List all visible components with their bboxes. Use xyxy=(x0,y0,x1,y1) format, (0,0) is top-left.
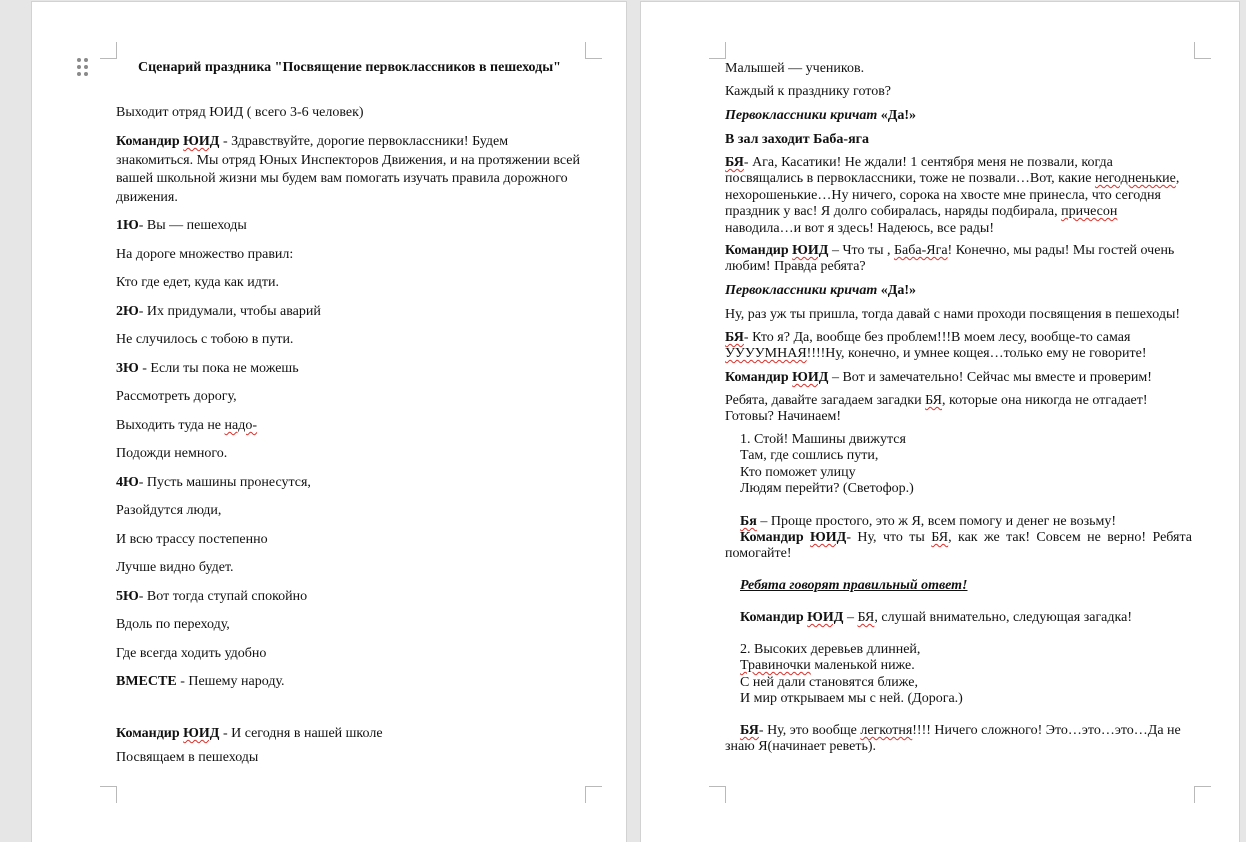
riddle-2-line: С ней дали становятся ближе, xyxy=(740,675,918,690)
verse-line: Выходить туда не надо- xyxy=(116,418,258,433)
stage-direction-enter: В зал заходит Баба-яга xyxy=(725,132,870,147)
riddle-1-line: 1. Стой! Машины движутся xyxy=(740,432,906,447)
document-page-2[interactable] xyxy=(641,2,1239,842)
verse-3yu: 3Ю - Если ты пока не можешь xyxy=(116,361,299,376)
paragraph-line: знакомиться. Мы отряд Юных Инспекторов Движения, и на протяжении всей xyxy=(116,153,581,168)
riddle-2-line: И мир открываем мы с ней. (Дорога.) xyxy=(740,691,963,706)
riddle-2-line: 2. Высоких деревьев длинней, xyxy=(740,642,921,657)
verse-line: Подожди немного. xyxy=(116,446,228,461)
paragraph-line: наводила…и вот я здесь! Надеюсь, все рады! xyxy=(725,221,994,236)
paragraph-line: вашей школьной жизни мы будем вам помогать изучать правила дорожного xyxy=(116,171,568,186)
paragraph-baba-yaga-1: БЯ- Ага, Касатики! Не ждали! 1 сентября меня не позвали, когда xyxy=(725,155,1113,170)
riddle-1-line: Кто поможет улицу xyxy=(740,465,856,480)
paragraph-line: нехорошенькие…Ну ничего, сорока на хвосте мне принесла, что сегодня xyxy=(725,188,1161,203)
paragraph-commander-greeting: Командир ЮИД - Здравствуйте, дорогие первоклассники! Будем xyxy=(116,134,509,149)
document-title: Сценарий праздника "Посвящение первоклассников в пешеходы" xyxy=(138,60,561,75)
paragraph-commander-school: Командир ЮИД - И сегодня в нашей школе xyxy=(116,726,383,741)
riddle-1-line: Там, где сошлись пути, xyxy=(740,448,879,463)
crop-mark-bottom-left xyxy=(709,786,726,803)
paragraph-line: движения. xyxy=(116,190,178,205)
verse-line: Не случилось с тобою в пути. xyxy=(116,332,294,347)
paragraph-line: Готовы? Начинаем! xyxy=(725,409,842,424)
paragraph-commander-wrong: Командир ЮИД- Ну, что ты БЯ, как же так! Совсем не верно! Ребята xyxy=(740,530,1193,545)
paragraph-baba-yaga-3: Бя – Проще простого, это ж Я, всем помогу и денег не возьму! xyxy=(740,514,1117,529)
verse-together: ВМЕСТЕ - Пешему народу. xyxy=(116,674,285,689)
paragraph-commander-reply: Командир ЮИД – Что ты , Баба-Яга! Конечно, мы рады! Мы гостей очень xyxy=(725,243,1175,258)
paragraph-line: праздник у вас! Я долго собиралась, наряды подбирала, причесон xyxy=(725,204,1118,219)
verse-line: Где всегда ходить удобно xyxy=(116,646,267,661)
crop-mark-bottom-left xyxy=(100,786,117,803)
verse-line: На дороге множество правил: xyxy=(116,247,294,262)
table-move-handle-icon[interactable] xyxy=(76,57,90,77)
paragraph-line: Ну, раз уж ты пришла, тогда давай с нами проходи посвящения в пешеходы! xyxy=(725,307,1181,322)
verse-line: Вдоль по переходу, xyxy=(116,617,230,632)
paragraph-line: Ребята, давайте загадаем загадки БЯ, которые она никогда не отгадает! xyxy=(725,393,1148,408)
verse-line: И всю трассу постепенно xyxy=(116,532,268,547)
paragraph-line: помогайте! xyxy=(725,546,792,561)
speaker-label: Командир ЮИД xyxy=(116,134,220,149)
verse-2yu: 2Ю- Их придумали, чтобы аварий xyxy=(116,304,321,319)
verse-line: Кто где едет, куда как идти. xyxy=(116,275,279,290)
stage-direction-shout: Первоклассники кричат «Да!» xyxy=(725,283,917,298)
verse-line: Рассмотреть дорогу, xyxy=(116,389,237,404)
paragraph-line: любим! Правда ребята? xyxy=(725,259,866,274)
crop-mark-bottom-right xyxy=(585,786,602,803)
paragraph-baba-yaga-4: БЯ- Ну, это вообще легкотня!!!! Ничего сложного! Это…это…это…Да не xyxy=(740,723,1181,738)
riddle-1-line: Людям перейти? (Светофор.) xyxy=(740,481,914,496)
verse-line: Посвящаем в пешеходы xyxy=(116,750,259,765)
paragraph-line: знаю Я(начинает реветь). xyxy=(725,739,877,754)
document-page-1[interactable] xyxy=(32,2,626,842)
crop-mark-bottom-right xyxy=(1194,786,1211,803)
verse-4yu: 4Ю- Пусть машины пронесутся, xyxy=(116,475,311,490)
verse-line: Малышей — учеников. xyxy=(725,61,865,76)
paragraph-baba-yaga-2: БЯ- Кто я? Да, вообще без проблем!!!В моем лесу, вообще-то самая xyxy=(725,330,1131,345)
crop-mark-top-right xyxy=(585,42,602,59)
paragraph-commander-next: Командир ЮИД – БЯ, слушай внимательно, следующая загадка! xyxy=(740,610,1132,625)
crop-mark-top-left xyxy=(709,42,726,59)
paragraph-commander-check: Командир ЮИД – Вот и замечательно! Сейчас мы вместе и проверим! xyxy=(725,370,1152,385)
verse-line: Каждый к празднику готов? xyxy=(725,84,892,99)
verse-1yu: 1Ю- Вы — пешеходы xyxy=(116,218,247,233)
riddle-2-line: Травиночки маленькой ниже. xyxy=(740,658,915,673)
stage-direction-shout: Первоклассники кричат «Да!» xyxy=(725,108,917,123)
crop-mark-top-left xyxy=(100,42,117,59)
paragraph-line: УУУУМНАЯ!!!!Ну, конечно, и умнее кощея…только ему не говорите! xyxy=(725,346,1147,361)
verse-line: Разойдутся люди, xyxy=(116,503,222,518)
crop-mark-top-right xyxy=(1194,42,1211,59)
paragraph-intro: Выходит отряд ЮИД ( всего 3-6 человек) xyxy=(116,105,364,120)
verse-line: Лучше видно будет. xyxy=(116,560,234,575)
stage-direction-kids-answer: Ребята говорят правильный ответ! xyxy=(740,578,968,593)
paragraph-line: посвящались в первоклассники, тоже не позвали…Вот, какие негодненькие, xyxy=(725,171,1180,186)
verse-5yu: 5Ю- Вот тогда ступай спокойно xyxy=(116,589,308,604)
